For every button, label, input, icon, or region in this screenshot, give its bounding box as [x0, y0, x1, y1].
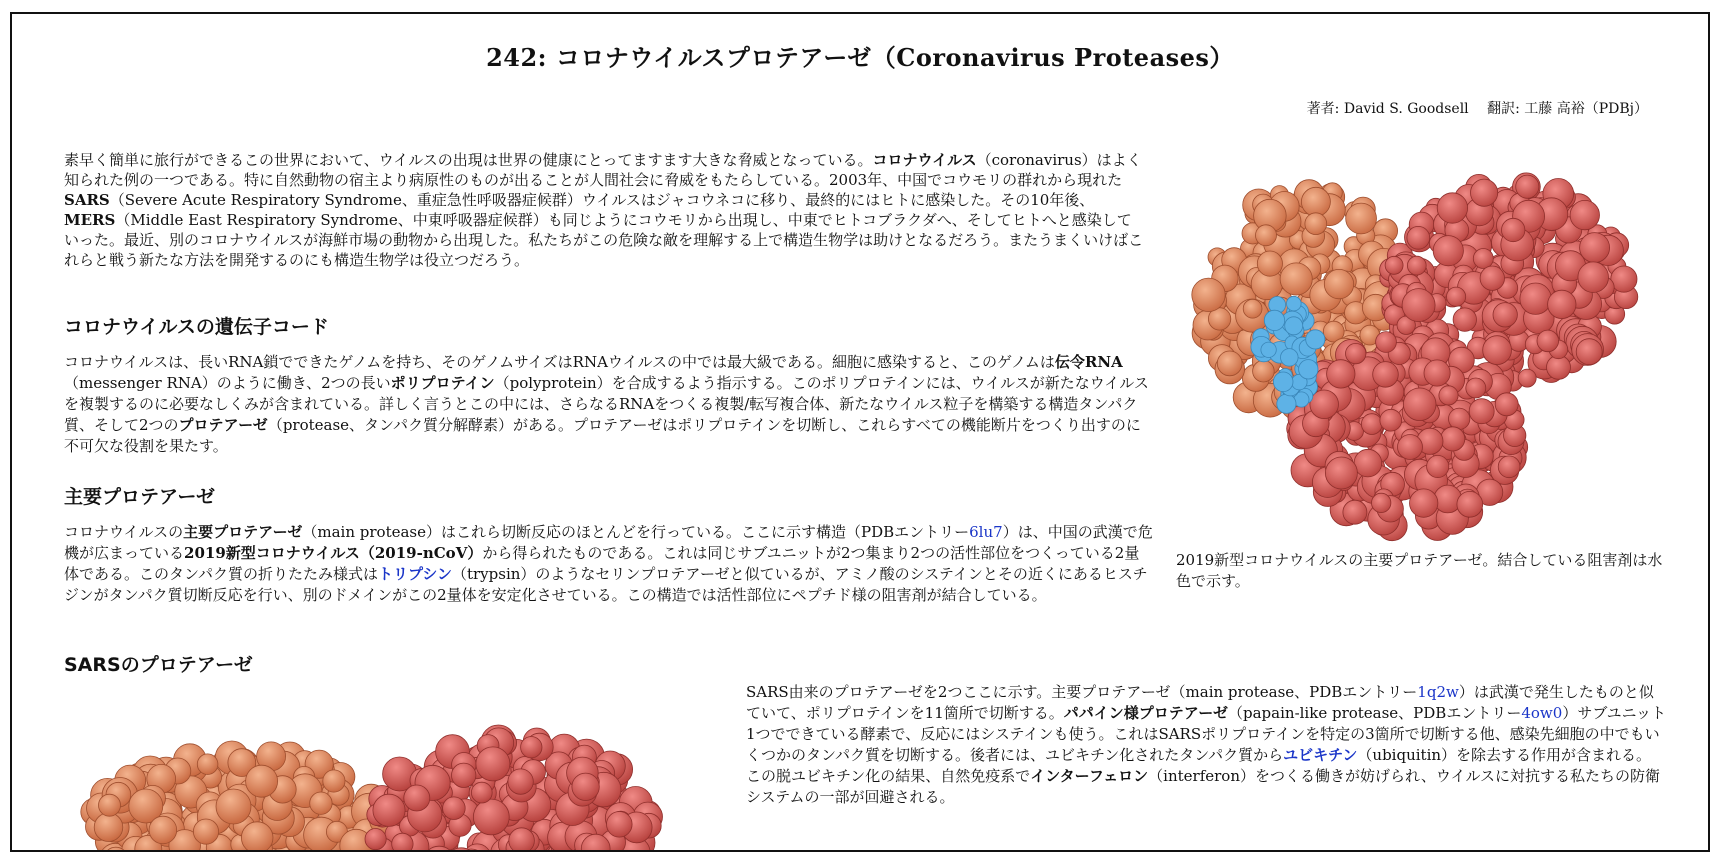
sars-protease-illustration [72, 704, 712, 852]
protein-atom [1264, 310, 1284, 330]
protein-atom [609, 851, 634, 852]
protein-atom [283, 851, 308, 853]
protein-atom [1343, 500, 1367, 524]
protein-atom [613, 851, 634, 852]
protein-atom [443, 797, 466, 820]
s2-text-1: コロナウイルスの [64, 523, 184, 541]
protein-atom [1301, 187, 1330, 216]
protein-atom [193, 819, 218, 844]
intro-text-1: 素早く簡単に旅行ができるこの世界において、ウイルスの出現は世界の健康にとってますます大きな脅威となっている。 [64, 151, 873, 169]
s1-text-3: （polyprotein）を合成するよう指示する。このポリプロテインには、ウイルスが新たなウイルスを複製するのに必要なしくみが含まれている。詳しく言うとこの中には、さらなるRNAをつくる複製/転写複合体、新たなウイルス粒子を構築する構造タンパク質、そして2つの [64, 374, 1149, 434]
protein-atom [1469, 399, 1494, 424]
protein-atom [1580, 233, 1610, 263]
protein-atom [1537, 330, 1559, 352]
protein-atom [216, 789, 251, 824]
sars-main-protease-subunit [81, 741, 405, 852]
protein-atom [1285, 317, 1303, 335]
s1-text-4: （protease、タンパク質分解酵素）がある。プロテアーゼはポリプロテインを切断し、これらすべての機能断片をつくり出すのに不可欠な役割を果たす。 [64, 416, 1141, 455]
s3-text-4: ）サブユニット1つでできている酵素で、反応にはシステインも使う。これはSARSポリプロテインを特定の3箇所で切断する他、感染先細胞の中でもいくつかのタンパク質を切断する。後者には、ユビキチン化されたタンパク質から [746, 704, 1666, 764]
protein-atom [1410, 489, 1438, 517]
translator-credit: 翻訳: 工藤 高裕（PDBj） [1487, 101, 1648, 117]
protein-atom [1516, 175, 1539, 198]
protein-atom [1471, 179, 1498, 206]
protein-atom [1449, 408, 1470, 429]
s3-text-3: （papain-like protease、PDBエントリー [1228, 704, 1522, 722]
page-frame [10, 12, 1710, 852]
protein-atom [1439, 386, 1458, 405]
protein-atom [515, 850, 542, 852]
s1-text-2: （messenger RNA）のように働き、2つの長い [64, 374, 391, 392]
protein-atom [1498, 456, 1520, 478]
author-credit: 著者: David S. Goodsell [1306, 101, 1469, 117]
protein-atom [509, 828, 535, 852]
protein-atom [1520, 283, 1551, 314]
s2-text-5: （trypsin）のようなセリンプロテアーゼと似ているが、アミノ酸のシステインとその近くにあるヒスチジンがタンパク質切断反応を行い、別のドメインがこの2量体を安定化させている。この構造では活性部位にペプチド様の阻害剤が結合している。 [64, 565, 1148, 604]
figure-caption: 2019新型コロナウイルスの主要プロテアーゼ。結合している阻害剤は水色で示す。 [1176, 551, 1663, 590]
protein-atom [1402, 289, 1435, 322]
protein-atom [1253, 360, 1275, 382]
protein-atom [1277, 394, 1296, 413]
protein-atom [1495, 393, 1518, 416]
term-protease: プロテアーゼ [178, 416, 268, 434]
protein-atom [1457, 491, 1483, 517]
protein-atom [1576, 339, 1602, 365]
protein-atom [1398, 435, 1423, 460]
s2-text-2: （main protease）はこれら切断反応のほとんどを行っている。ここに示す構造（PDBエントリー [302, 523, 970, 541]
link-ubiquitin[interactable]: ユビキチン [1283, 746, 1358, 764]
protein-atom [1306, 330, 1325, 349]
protein-atom [473, 799, 509, 835]
protein-atom [1385, 256, 1403, 274]
intro-text-3: （Severe Acute Respiratory Syndrome、重症急性呼吸器症候群）ウイルスはジャコウネコに移り、最終的にはヒトに感染した。その10年後、 [109, 191, 1095, 209]
protein-atom [1346, 343, 1366, 363]
term-polyprotein: ポリプロテイン [390, 374, 495, 392]
protein-atom [1407, 226, 1430, 249]
intro-text-4: （Middle East Respiratory Syndrome、中東呼吸器症候群）も同じようにコウモリから出現し、中東でヒトコブラクダへ、そしてヒトへと感染していった。最近、別のコロナウイルスが海鮮市場の動物から出現した。私たちがこの危険な敵を理解する上で構造生物学は助けとなるだろう。またうまくいけばこれらと戦う新たな方法を開発するのにも構造生物学は役立つだろう。 [64, 211, 1144, 269]
protein-atom [1305, 213, 1327, 235]
protein-atom [1354, 449, 1382, 477]
protein-atom [1346, 203, 1377, 234]
red-subunit [1287, 173, 1638, 541]
protein-atom [521, 737, 542, 758]
s1-text-1: コロナウイルスは、長いRNA鎖でできたゲノムを持ち、そのゲノムサイズはRNAウイルスの中では最大級である。細胞に感染すると、このゲノムは [64, 353, 1055, 371]
protein-atom [241, 822, 273, 852]
main-protease-illustration [1188, 164, 1658, 544]
main-protease-paragraph [64, 522, 1154, 606]
protein-atom [607, 812, 633, 838]
protein-atom [1256, 225, 1277, 246]
term-papain-like-protease: パパイン様プロテアーゼ [1063, 704, 1229, 722]
protein-atom [1493, 303, 1517, 327]
protein-atom [1427, 455, 1449, 477]
protein-atom [1281, 349, 1299, 367]
protein-atom [471, 782, 492, 803]
sars-protease-paragraph [746, 682, 1666, 808]
section-heading-genetic-code: コロナウイルスの遺伝子コード [64, 316, 329, 338]
protein-atom [1466, 378, 1486, 398]
term-mers: MERS [64, 211, 116, 229]
term-interferon: インターフェロン [1030, 767, 1149, 785]
protein-atom [1380, 409, 1402, 431]
protein-atom [323, 770, 345, 792]
protein-atom [1376, 332, 1397, 353]
protein-atom [392, 833, 413, 852]
protein-atom [1261, 342, 1276, 357]
protein-atom [1483, 336, 1512, 365]
credits [1293, 98, 1648, 118]
protein-atom [365, 829, 386, 850]
protein-atom [1299, 360, 1318, 379]
protein-atom [452, 763, 476, 787]
protein-atom [1447, 287, 1466, 306]
protein-atom [1424, 360, 1450, 386]
protein-atom [197, 754, 218, 775]
protein-atom [1287, 296, 1302, 311]
protein-atom [1453, 308, 1476, 331]
protein-atom [1570, 200, 1599, 229]
section-heading-main-protease: 主要プロテアーゼ [64, 486, 216, 508]
sars-papain-like-protease [365, 725, 663, 852]
term-coronavirus: コロナウイルス [872, 151, 977, 169]
protein-atom [1473, 249, 1493, 269]
protein-atom [1518, 369, 1536, 387]
s3-text-1: SARS由来のプロテアーゼを2つここに示す。主要プロテアーゼ（main protease、PDBエントリー [746, 683, 1418, 701]
protein-atom [236, 851, 262, 852]
term-2019-ncov: 2019新型コロナウイルス（2019-nCoV） [184, 544, 483, 562]
protein-atom [1280, 263, 1312, 295]
term-sars: SARS [64, 191, 110, 209]
s3-text-5: （ubiquitin）を除去する作用が含まれる。この脱ユビキチン化の結果、自然免疫系で [746, 746, 1652, 785]
genetic-code-paragraph [64, 352, 1154, 457]
pdb-link-6lu7[interactable]: 6lu7 [969, 523, 1003, 541]
protein-atom [1502, 218, 1525, 241]
protein-atom [1441, 427, 1465, 451]
protein-atom [1578, 262, 1609, 293]
term-main-protease: 主要プロテアーゼ [183, 523, 303, 541]
pdb-link-4ow0[interactable]: 4ow0 [1521, 704, 1563, 722]
s3-text-2: ）は武漢で発生したものと似ていて、ポリプロテインを11箇所で切断する。 [746, 683, 1654, 722]
protein-atom [1480, 266, 1504, 290]
protein-atom [1433, 236, 1463, 266]
intro-paragraph [64, 150, 1144, 270]
protein-atom [1327, 360, 1355, 388]
s2-text-4: から得られたものである。これは同じサブユニットが2つ集まり2つの活性部位をつくっている2量体である。このタンパク質の折りたたみ様式は [64, 544, 1140, 583]
protein-atom [1361, 414, 1382, 435]
protein-atom [373, 794, 405, 826]
term-mrna: 伝令RNA [1054, 353, 1123, 371]
protein-atom [310, 792, 332, 814]
s3-text-6: （interferon）をつくる働きが妨げられ、ウイルスに対抗する私たちの防衛システムの一部が回避される。 [746, 767, 1660, 806]
protein-atom [149, 816, 177, 844]
protein-atom [99, 794, 121, 816]
protein-atom [1217, 351, 1242, 376]
protein-atom [404, 785, 430, 811]
protein-atom [1324, 269, 1353, 298]
protein-atom [1611, 266, 1637, 292]
protein-atom [94, 813, 123, 842]
protein-atom [572, 773, 599, 800]
protein-atom [1273, 372, 1293, 392]
page-title: 242: コロナウイルスプロテアーゼ（Coronavirus Proteases） [486, 43, 1234, 72]
intro-text-2: （coronavirus）はよく知られた例の一つである。特に自然動物の宿主より病原性のものが出ることが人間社会に脅威をもたらしている。2003年、中国でコウモリの群れから現れた [64, 151, 1142, 189]
pdb-link-1q2w[interactable]: 1q2w [1417, 683, 1459, 701]
protein-atom [476, 747, 510, 781]
protein-atom [1257, 251, 1282, 276]
protein-atom [1437, 193, 1467, 223]
protein-atom [1372, 493, 1391, 512]
section-heading-sars-proteases: SARSのプロテアーゼ [64, 654, 253, 676]
protein-atom [1373, 362, 1399, 388]
protein-atom [1192, 278, 1225, 311]
link-trypsin[interactable]: トリプシン [377, 565, 452, 583]
protein-atom [508, 769, 533, 794]
s2-text-3: ）は、中国の武漢で危機が広まっている [64, 523, 1153, 562]
protein-atom [1403, 388, 1436, 421]
protein-atom [1407, 256, 1426, 275]
protein-atom [1325, 457, 1357, 489]
protein-atom [246, 765, 278, 797]
protein-atom [1548, 290, 1576, 318]
protein-atom [1243, 299, 1262, 318]
